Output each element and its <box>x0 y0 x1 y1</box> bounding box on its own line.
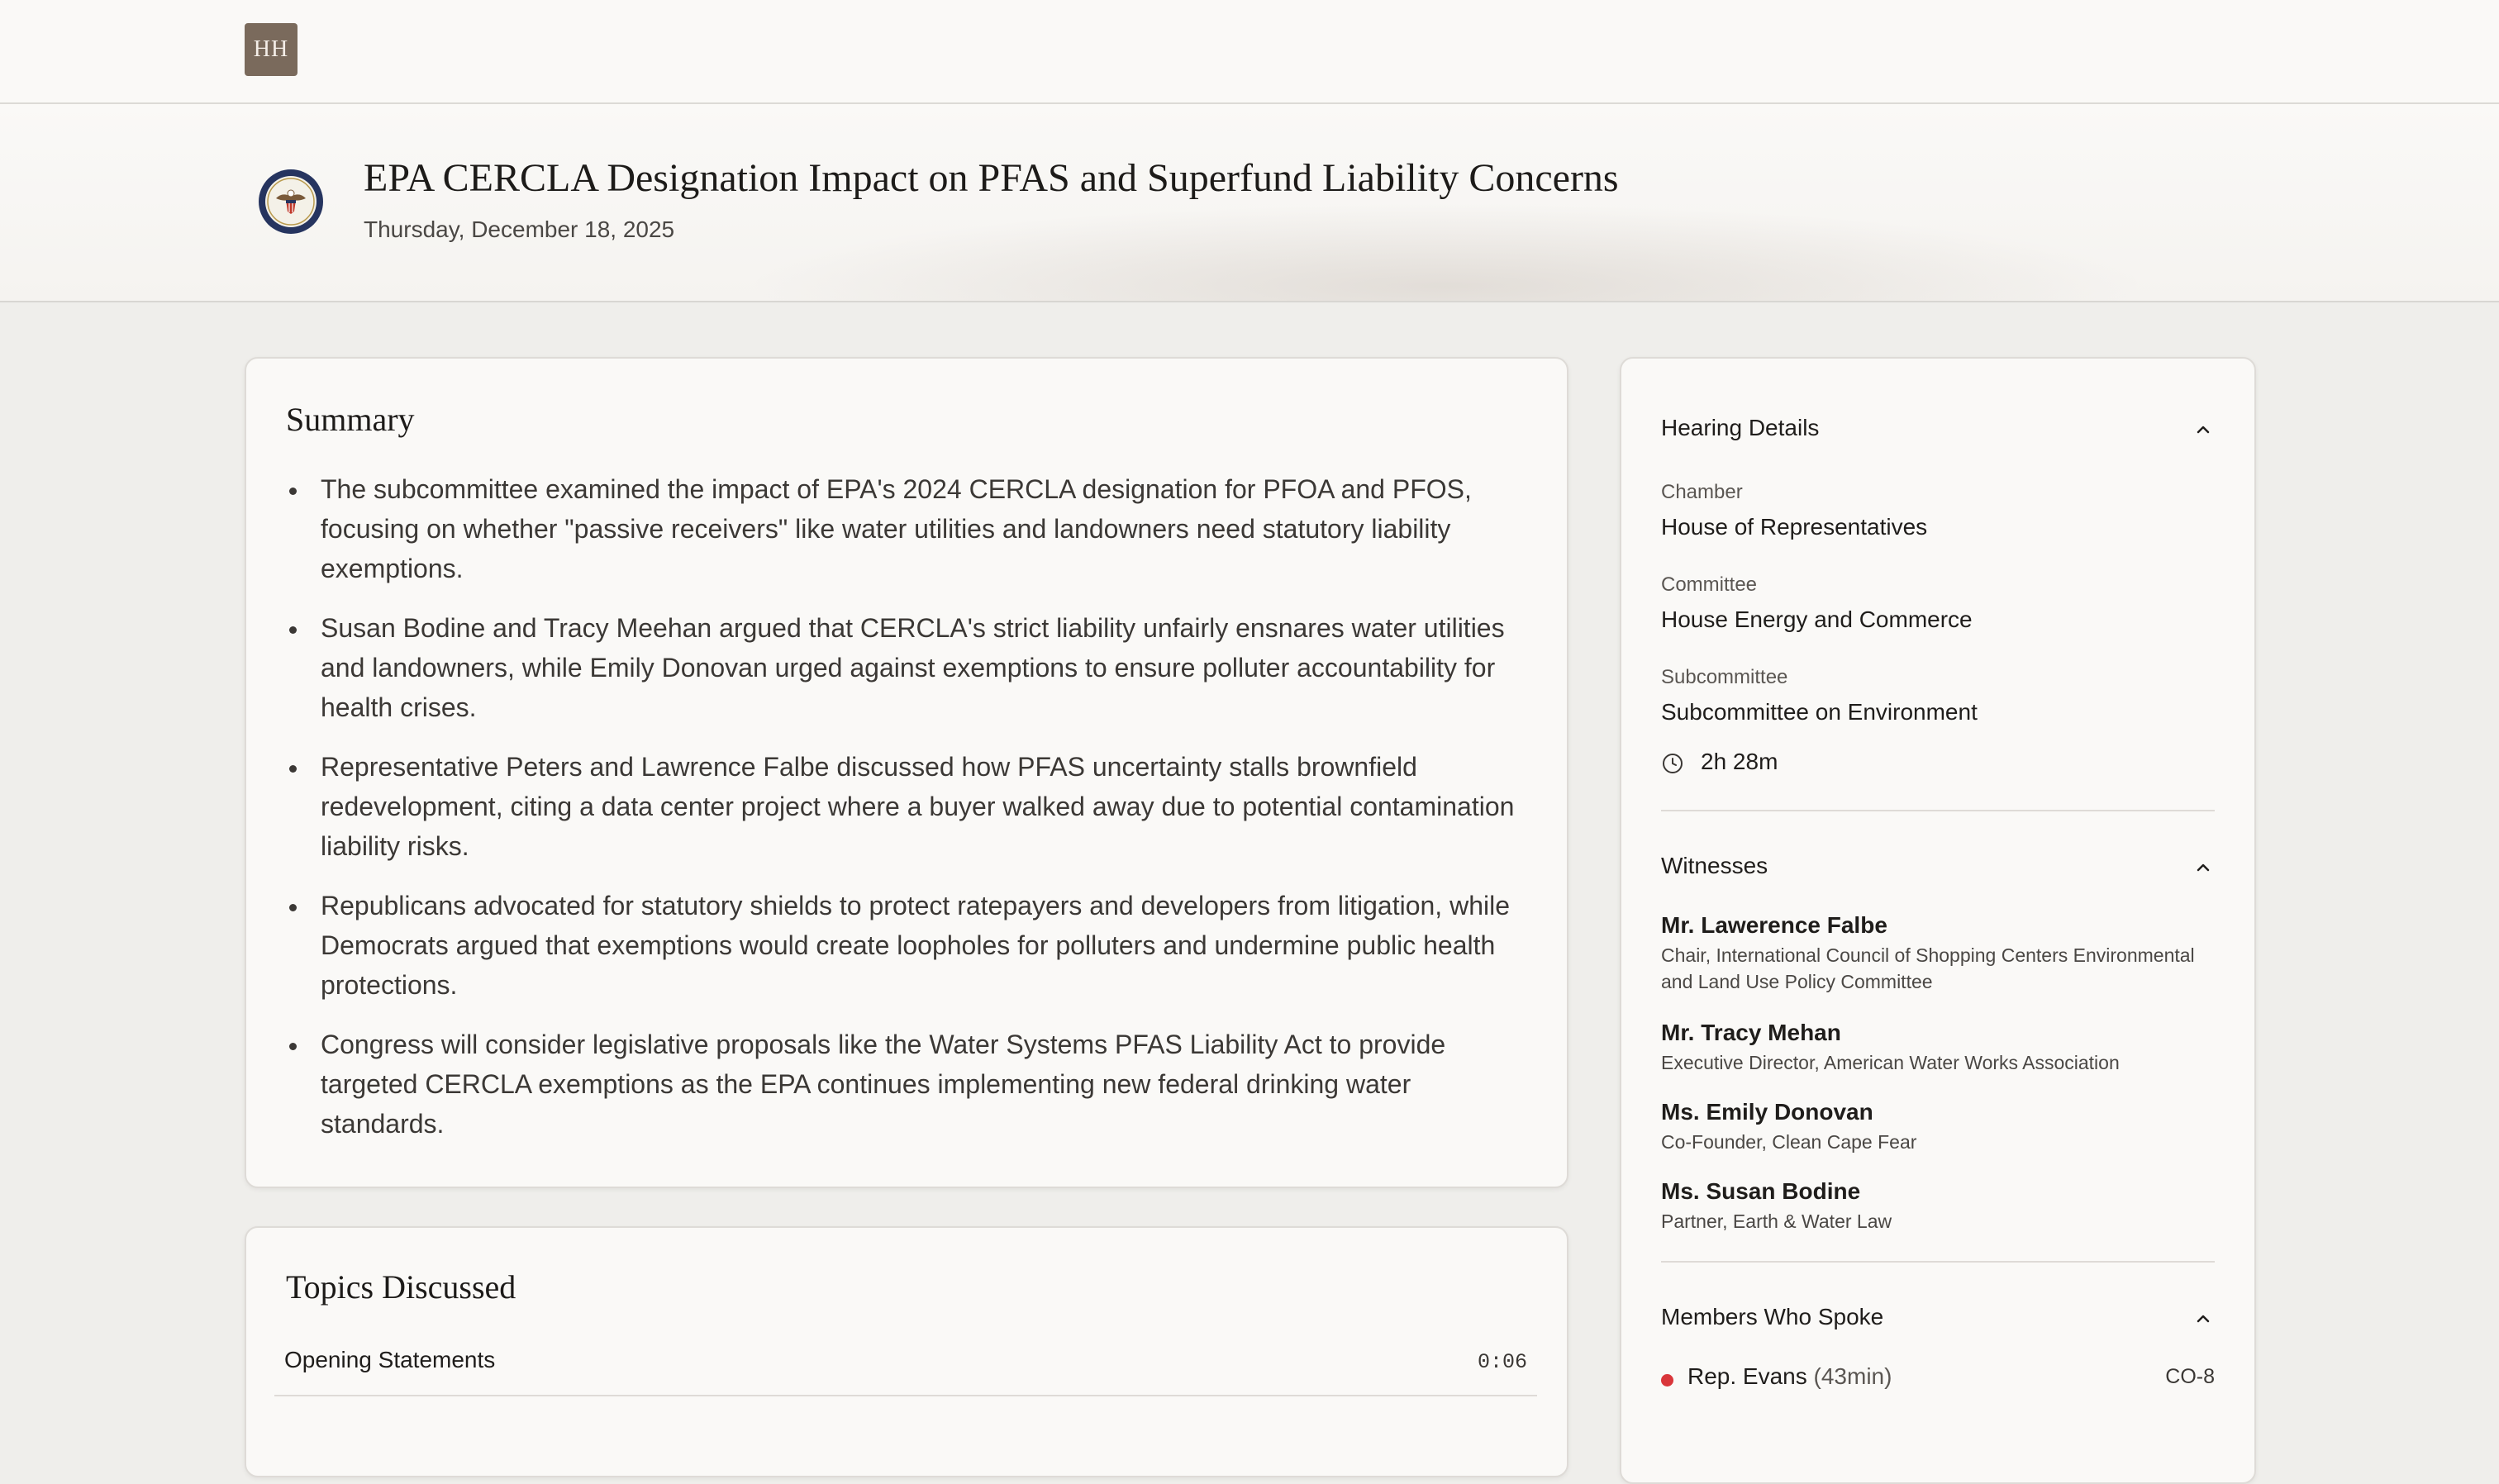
witness-title: Chair, International Council of Shopping Centers Environmental and Land Use Policy Committee <box>1661 944 2195 992</box>
summary-bullet-text: Congress will consider legislative proposals like the Water Systems PFAS Liability Act to provide targeted CERCLA exemptions as the EPA continues implementing new federal drinking water standards. <box>321 1030 1446 1139</box>
subcommittee-value: Subcommittee on Environment <box>1661 699 1978 725</box>
header-glow-decoration <box>744 203 2149 302</box>
summary-bullet <box>286 886 1526 1005</box>
witness-title: Executive Director, American Water Works Association <box>1661 1052 2120 1073</box>
top-bar <box>0 0 2499 104</box>
chamber-value: House of Representatives <box>1661 514 1928 540</box>
chevron-up-icon[interactable] <box>2192 1307 2215 1330</box>
bullet-dot <box>289 626 297 634</box>
sidebar-card <box>1620 357 2256 1484</box>
divider <box>1661 810 2215 811</box>
summary-bullet <box>286 747 1526 866</box>
witness-title: Partner, Earth & Water Law <box>1661 1211 1892 1232</box>
summary-bullet-text: The subcommittee examined the impact of EPA's 2024 CERCLA designation for PFOA and PFOS, focusing on whether "passive receivers" like water utilities and landowners need statutory liability exemptions. <box>321 474 1472 583</box>
witnesses-heading: Witnesses <box>1661 853 1768 878</box>
summary-bullet-text: Representative Peters and Lawrence Falbe discussed how PFAS uncertainty stalls brownfield redevelopment, citing a data center project where a buyer walked away due to potential contamination liability risks. <box>321 752 1515 861</box>
member-row[interactable] <box>1661 1363 2215 1396</box>
summary-heading: Summary <box>286 401 415 438</box>
hearing-header <box>0 104 2499 302</box>
summary-bullet-text: Susan Bodine and Tracy Meehan argued that CERCLA's strict liability unfairly ensnares water utilities and landowners, while Emily Donovan urged against exemptions to ensure polluter accountability for health crises. <box>321 613 1505 722</box>
hearing-details-header[interactable] <box>1661 415 2215 448</box>
witness-name[interactable]: Mr. Lawerence Falbe <box>1661 912 1887 938</box>
page-title: EPA CERCLA Designation Impact on PFAS and Superfund Liability Concerns <box>364 156 1619 200</box>
chevron-up-icon[interactable] <box>2192 418 2215 441</box>
committee-value: House Energy and Commerce <box>1661 606 1973 632</box>
topic-timestamp[interactable]: 0:06 <box>1477 1350 1527 1374</box>
summary-bullet <box>286 1025 1526 1144</box>
bullet-dot <box>289 1043 297 1050</box>
duration-value: 2h 28m <box>1701 749 1778 774</box>
member-name: Rep. Evans <box>1687 1363 1807 1389</box>
chevron-up-icon[interactable] <box>2192 856 2215 879</box>
witness-name[interactable]: Mr. Tracy Mehan <box>1661 1020 1841 1045</box>
members-heading: Members Who Spoke <box>1661 1304 1884 1329</box>
witness-name[interactable]: Ms. Susan Bodine <box>1661 1178 1861 1204</box>
chamber-label: Chamber <box>1661 481 1743 503</box>
member-speaking-time: (43min) <box>1813 1363 1892 1389</box>
bullet-dot <box>289 488 297 495</box>
hearing-date: Thursday, December 18, 2025 <box>364 216 675 242</box>
summary-bullet <box>286 608 1526 727</box>
topics-heading: Topics Discussed <box>286 1268 516 1306</box>
topics-card <box>245 1226 1568 1477</box>
members-header[interactable] <box>1661 1304 2215 1337</box>
summary-list <box>286 469 1526 1163</box>
topic-row[interactable] <box>274 1344 1537 1396</box>
witness-title: Co-Founder, Clean Cape Fear <box>1661 1131 1917 1153</box>
subcommittee-label: Subcommittee <box>1661 666 1788 688</box>
summary-card <box>245 357 1568 1188</box>
bullet-dot <box>289 904 297 911</box>
house-seal-icon <box>258 169 324 235</box>
divider <box>1661 1261 2215 1263</box>
app-logo[interactable]: HH <box>245 23 298 76</box>
party-dot <box>1661 1374 1673 1386</box>
witness-name[interactable]: Ms. Emily Donovan <box>1661 1099 1873 1125</box>
witnesses-header[interactable] <box>1661 853 2215 886</box>
hearing-details-heading: Hearing Details <box>1661 415 1820 440</box>
clock-icon <box>1661 752 1684 775</box>
topic-label: Opening Statements <box>284 1347 496 1372</box>
member-name-line <box>1687 1363 1892 1390</box>
summary-bullet-text: Republicans advocated for statutory shields to protect ratepayers and developers from litigation, while Democrats argued that exemptions would create loopholes for polluters and undermine public health protections. <box>321 891 1510 1000</box>
summary-bullet <box>286 469 1526 588</box>
bullet-dot <box>289 765 297 773</box>
member-district: CO-8 <box>2165 1365 2215 1388</box>
committee-label: Committee <box>1661 573 1758 596</box>
